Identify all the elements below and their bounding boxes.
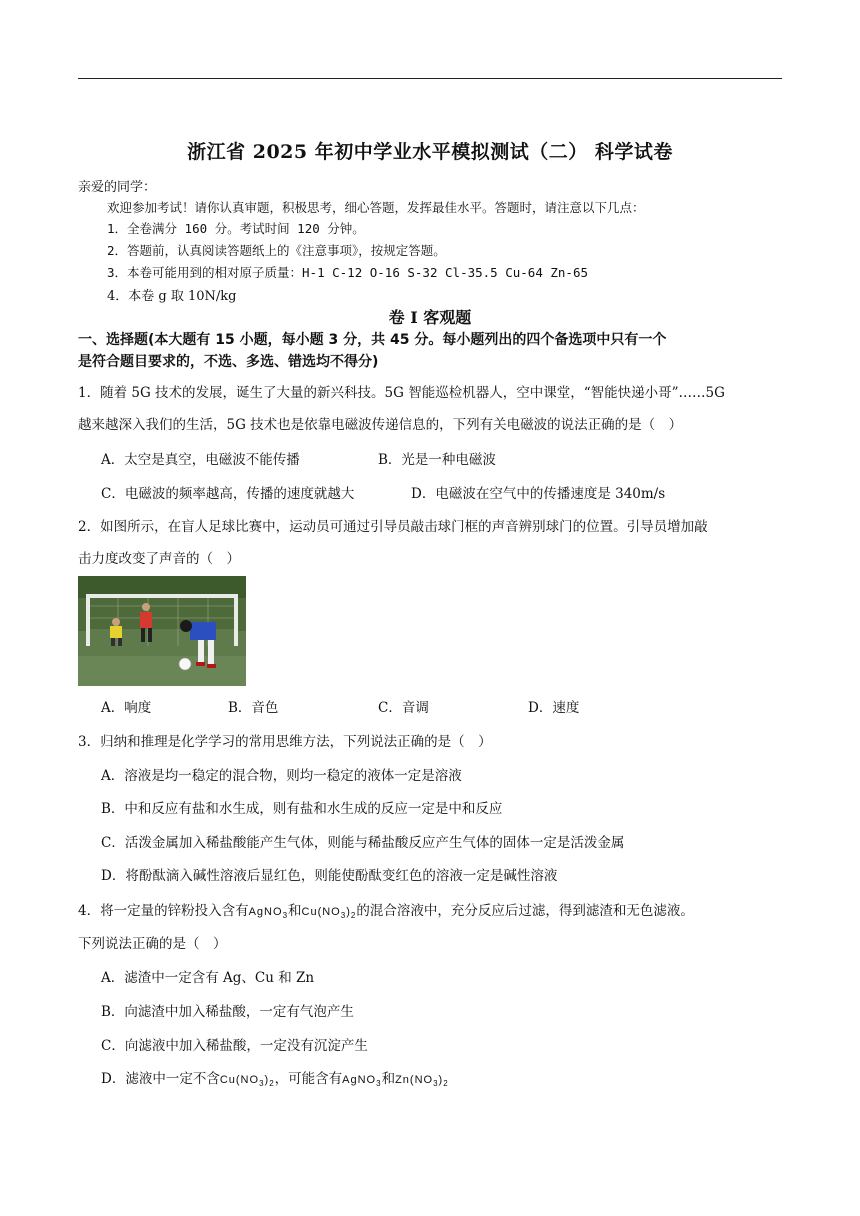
- q3-option-a: A．溶液是均一稳定的混合物，则均一稳定的液体一定是溶液: [101, 768, 462, 784]
- q4-chem-agno3: AgNO$_3$: [248, 906, 289, 920]
- q2-option-b: B．音色: [228, 700, 279, 716]
- note-1: 1．全卷满分 160 分。考试时间 120 分钟。: [107, 221, 365, 236]
- q2-option-d: D．速度: [528, 700, 580, 716]
- q4-d-text-c: 和: [381, 1071, 396, 1087]
- q3-option-d: D．将酚酞滴入碱性溶液后显红色，则能使酚酞变红色的溶液一定是碱性溶液: [101, 868, 558, 884]
- q3-option-c: C．活泼金属加入稀盐酸能产生气体，则能与稀盐酸反应产生气体的固体一定是活泼金属: [101, 835, 625, 851]
- blind-football-photo: [78, 576, 246, 686]
- q4-option-d: [101, 1067, 449, 1088]
- q4-stem-line1: [78, 899, 694, 920]
- q1-stem-line1: 1．随着 5G 技术的发展，诞生了大量的新兴科技。5G 智能巡检机器人，空中课堂，“智能快递小哥”……5G: [78, 385, 725, 401]
- part-title: 卷 I 客观题: [388, 308, 472, 327]
- q4-d-chem-znno3: $Zn(NO_3)_2$: [395, 1074, 449, 1088]
- section-heading-line2: 是符合题目要求的，不选、多选、错选均不得分): [78, 354, 379, 370]
- q4-d-text-a: D．滤液中一定不含: [101, 1071, 220, 1087]
- q4-option-c: C．向滤液中加入稀盐酸，一定没有沉淀产生: [101, 1038, 368, 1054]
- section-heading-line1: 一、选择题(本大题有 15 小题，每小题 3 分，共 45 分。每小题列出的四个备选项中只有一个: [78, 332, 667, 348]
- q2-stem-line1: 2．如图所示，在盲人足球比赛中，运动员可通过引导员敲击球门框的声音辨别球门的位置。引导员增加敲: [78, 519, 708, 535]
- q4-stem-line2: 下列说法正确的是（ ）: [78, 936, 227, 952]
- q4-text-c: 的混合溶液中，充分反应后过滤，得到滤渣和无色滤液。: [356, 903, 694, 919]
- q4-chem-cuno3: $Cu(NO_3)_2$: [301, 906, 357, 920]
- welcome-text: 欢迎参加考试！请你认真审题，积极思考，细心答题，发挥最佳水平。答题时，请注意以下几点：: [107, 200, 645, 215]
- q2-stem-line2: 击力度改变了声音的（ ）: [78, 551, 240, 567]
- q2-option-a: A．响度: [101, 700, 152, 716]
- q4-d-chem-agno3: AgNO$_3$: [342, 1074, 382, 1088]
- q1-option-d: D．电磁波在空气中的传播速度是 340m/s: [411, 486, 666, 502]
- q1-stem-line2: 越来越深入我们的生活，5G 技术也是依靠电磁波传递信息的，下列有关电磁波的说法正确的是（ ）: [78, 417, 683, 433]
- q4-d-text-b: ，可能含有: [274, 1071, 343, 1087]
- header-rule: [78, 78, 782, 79]
- q4-text-b: 和: [288, 903, 302, 919]
- q3-option-b: B．中和反应有盐和水生成，则有盐和水生成的反应一定是中和反应: [101, 801, 503, 817]
- greeting: 亲爱的同学：: [78, 180, 157, 195]
- q2-option-c: C．音调: [378, 700, 429, 716]
- q3-stem: 3．归纳和推理是化学学习的常用思维方法，下列说法正确的是（ ）: [78, 734, 492, 750]
- exam-title: 浙江省 2025 年初中学业水平模拟测试（二） 科学试卷: [187, 141, 673, 163]
- q4-d-chem-cuno3: $Cu(NO_3)_2$: [219, 1074, 275, 1088]
- q4-option-b: B．向滤渣中加入稀盐酸，一定有气泡产生: [101, 1004, 354, 1020]
- note-3: 3．本卷可能用到的相对原子质量：H-1 C-12 O-16 S-32 Cl-35.5 Cu-64 Zn-65: [107, 265, 589, 280]
- q4-option-a: A．滤渣中一定含有 Ag、Cu 和 Zn: [101, 970, 315, 986]
- note-4: 4．本卷 g 取 10N/kg: [107, 289, 237, 304]
- q1-option-a: A．太空是真空，电磁波不能传播: [101, 452, 300, 468]
- q1-option-b: B．光是一种电磁波: [378, 452, 496, 468]
- note-2: 2．答题前，认真阅读答题纸上的《注意事项》，按规定答题。: [107, 243, 446, 258]
- q1-option-c: C．电磁波的频率越高，传播的速度就越大: [101, 486, 355, 502]
- q4-text-a: 4．将一定量的锌粉投入含有: [78, 903, 249, 919]
